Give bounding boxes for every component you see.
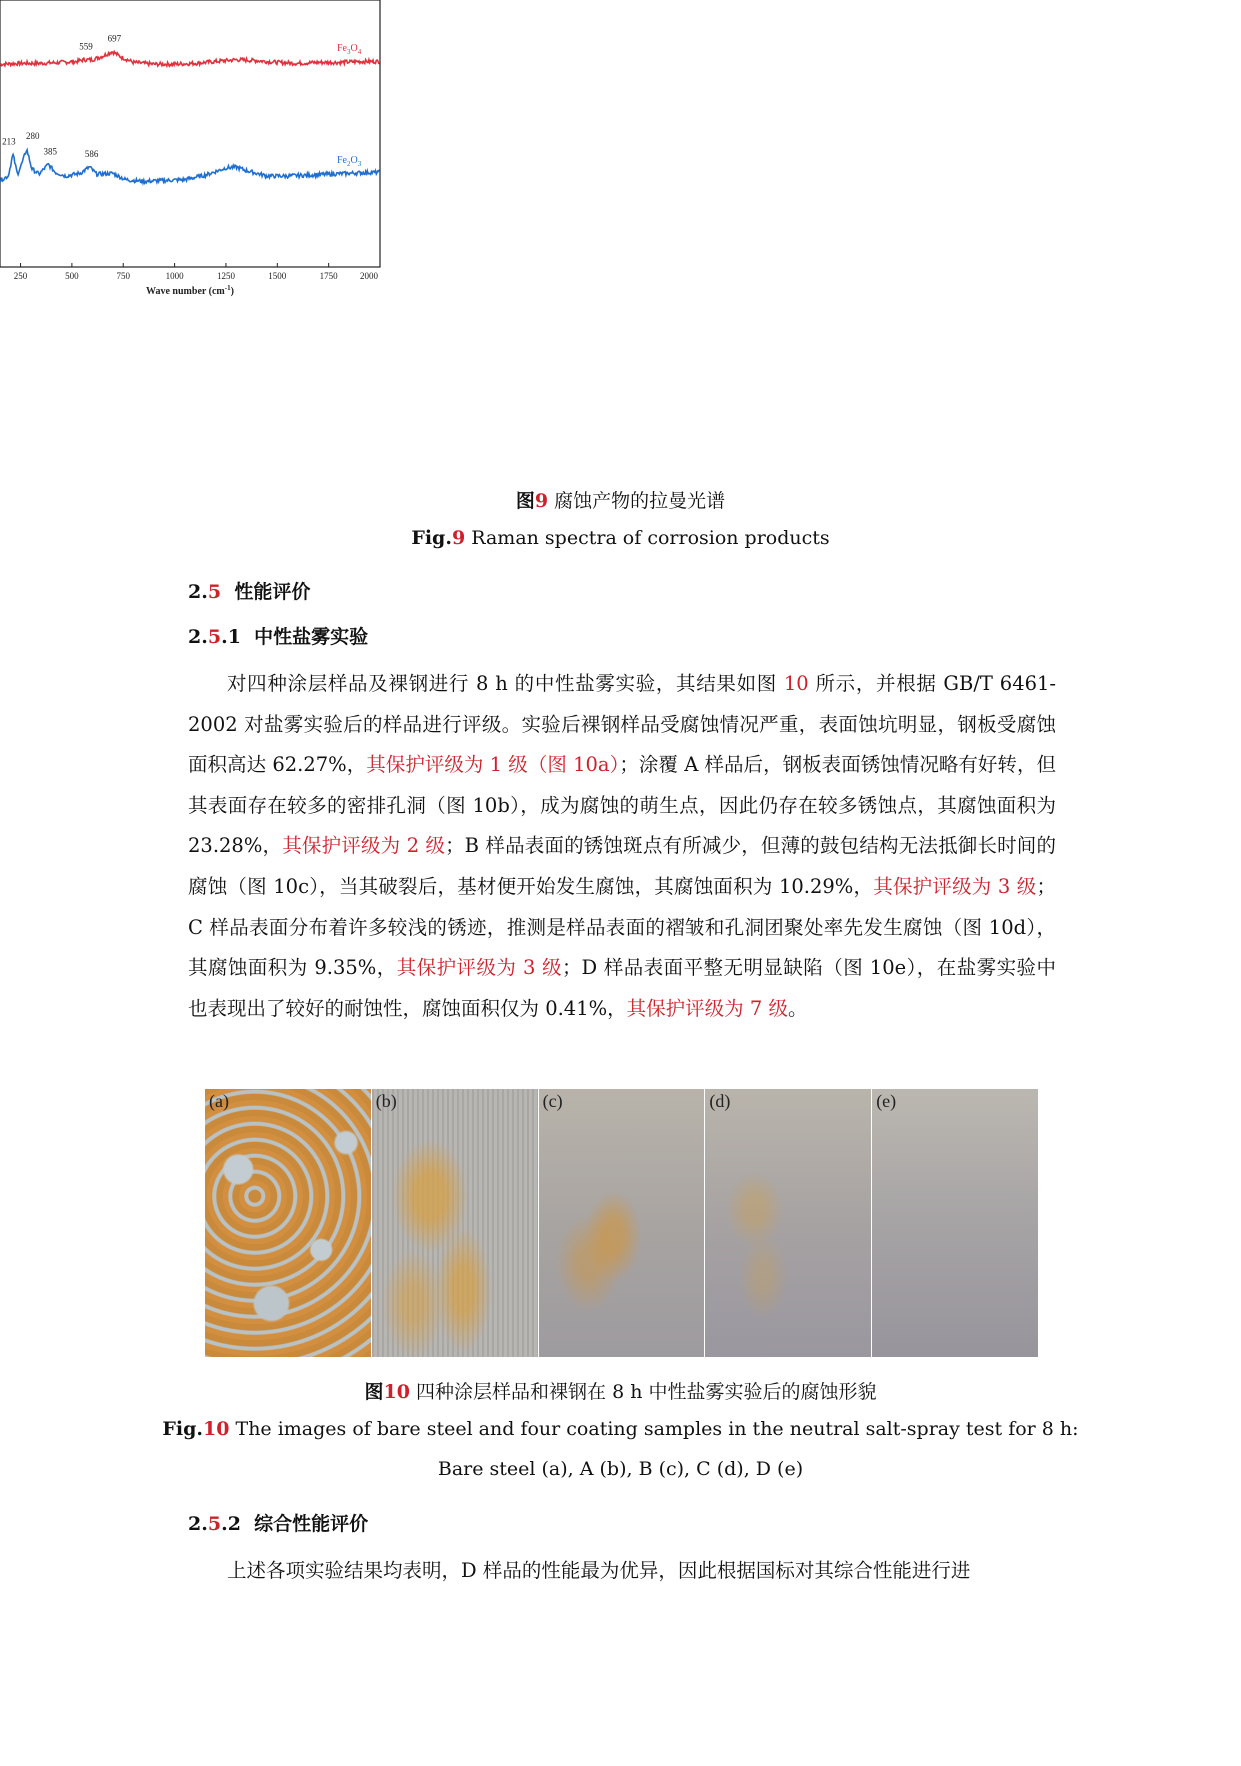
fig9-caption-num: 9 bbox=[534, 490, 549, 512]
section-2-5-2-heading bbox=[188, 1509, 368, 1536]
fig10-caption-num: 10 bbox=[383, 1381, 410, 1403]
para1-rating-1: 其保护评级为 1 级（图 10a） bbox=[366, 753, 620, 777]
para1-s6: ；D 样品表面平整无明显缺陷（图 10e），在盐雾实验中也表现出了较好的耐蚀性，腐蚀面积仅为 0.41%， bbox=[188, 956, 1056, 1020]
salt-spray-paragraph bbox=[188, 664, 1056, 1029]
para1-rating-2: 其保护评级为 2 级 bbox=[282, 834, 446, 858]
x-tick-label-1750: 1750 bbox=[319, 271, 338, 281]
x-axis-label bbox=[146, 284, 234, 297]
fig10-caption-en-line2: Bare steel (a), A (b), B (c), C (d), D (e) bbox=[437, 1458, 804, 1480]
section-2-5-heading bbox=[188, 577, 310, 604]
x-tick-label-2000: 2000 bbox=[360, 271, 378, 281]
legend-fe2o3-sub2: 3 bbox=[357, 160, 362, 168]
legend-fe3o4-sub2: 4 bbox=[357, 48, 362, 56]
section-2-5-1-heading bbox=[188, 622, 368, 649]
panel-label-c: (c) bbox=[542, 1091, 563, 1111]
para1-s7: 。 bbox=[787, 996, 808, 1020]
x-tick-label-250: 250 bbox=[13, 271, 28, 281]
section-2-5-1-num-a: 2. bbox=[188, 626, 208, 648]
fig9-caption-cn-label: 图 bbox=[515, 490, 535, 512]
x-axis-label-sup: -1 bbox=[224, 284, 231, 292]
peak-label-586: 586 bbox=[84, 149, 99, 159]
fig10-caption-cn-label: 图 bbox=[364, 1381, 384, 1403]
panel-label-b: (b) bbox=[375, 1091, 397, 1111]
fig10-caption-en bbox=[0, 1418, 1241, 1440]
section-2-5-2-title: 综合性能评价 bbox=[254, 1513, 369, 1535]
section-2-5-1-title: 中性盐雾实验 bbox=[254, 626, 369, 648]
section-2-5-num-a: 2. bbox=[188, 581, 208, 603]
section-2-5-title: 性能评价 bbox=[234, 581, 311, 603]
photo-panel-bare-steel bbox=[205, 1089, 372, 1357]
fig10-caption-en-label: Fig. bbox=[162, 1418, 204, 1440]
x-axis-label-text: Wave number (cm bbox=[146, 286, 225, 297]
para1-fig-ref: 10 bbox=[783, 672, 809, 695]
fig9-caption-cn bbox=[0, 486, 1241, 513]
fig9-caption-en-num: 9 bbox=[451, 527, 466, 549]
para1-s2: 所示，并根据 GB/T 6461-2002 对盐雾实验后的样品进行评级。实验后裸钢样品受腐蚀情况严重，表面蚀坑明显，钢板受腐蚀面积高达 62.27%， bbox=[188, 672, 1056, 777]
fig9-caption-en bbox=[0, 527, 1241, 549]
section-2-5-2-num-b: 5 bbox=[207, 1513, 222, 1535]
panel-label-d: (d) bbox=[709, 1091, 731, 1111]
photo-panel-sample-b bbox=[539, 1089, 706, 1357]
fig9-caption-en-text: Raman spectra of corrosion products bbox=[471, 527, 830, 549]
x-tick-label-1250: 1250 bbox=[216, 271, 235, 281]
fig10-caption-en-text: The images of bare steel and four coating samples in the neutral salt-spray test for 8 h: bbox=[235, 1418, 1079, 1440]
fig9-caption-cn-text: 腐蚀产物的拉曼光谱 bbox=[554, 490, 726, 512]
para1-rating-4: 其保护评级为 3 级 bbox=[396, 956, 563, 980]
peak-label-385: 385 bbox=[43, 146, 58, 157]
section-2-5-2-num-c: .2 bbox=[221, 1513, 241, 1535]
section-2-5-1-num-b: 5 bbox=[207, 626, 222, 648]
photo-panel-sample-c bbox=[705, 1089, 872, 1357]
peak-label-559: 559 bbox=[79, 41, 93, 52]
peak-label-697: 697 bbox=[107, 33, 122, 44]
legend-fe3o4-base: Fe bbox=[337, 43, 347, 54]
panel-label-a: (a) bbox=[209, 1091, 229, 1111]
para1-s5: ；C 样品表面分布着许多较浅的锈迹，推测是样品表面的褶皱和孔洞团聚处率先发生腐蚀（图 10d），其腐蚀面积为 9.35%， bbox=[188, 874, 1056, 980]
fig9-caption-en-label: Fig. bbox=[411, 527, 452, 549]
x-axis-label-close: ) bbox=[230, 286, 234, 297]
fig10-caption-cn-text: 四种涂层样品和裸钢在 8 h 中性盐雾实验后的腐蚀形貌 bbox=[416, 1381, 877, 1403]
x-tick-label-1000: 1000 bbox=[165, 271, 184, 281]
para1-s1: 对四种涂层样品及裸钢进行 8 h 的中性盐雾实验，其结果如图 bbox=[227, 672, 784, 695]
x-tick-label-750: 750 bbox=[116, 271, 130, 281]
legend-fe3o4-mid: O bbox=[350, 43, 358, 54]
x-tick-label-1500: 1500 bbox=[268, 271, 287, 281]
para1-rating-3: 其保护评级为 3 级 bbox=[873, 874, 1037, 898]
para1-s4: ；B 样品表面的锈蚀斑点有所减少，但薄的鼓包结构无法抵御长时间的腐蚀（图 10c），当其破裂后，基材便开始发生腐蚀，其腐蚀面积为 10.29%， bbox=[188, 834, 1056, 898]
section-2-5-2-num-a: 2. bbox=[188, 1513, 208, 1535]
x-tick-label-500: 500 bbox=[65, 271, 79, 281]
panel-label-e: (e) bbox=[876, 1091, 897, 1111]
peak-label-213: 213 bbox=[2, 136, 16, 147]
raman-spectra-chart bbox=[0, 0, 390, 300]
legend-fe2o3-mid: O bbox=[350, 155, 358, 166]
section-2-5-1-num-c: .1 bbox=[221, 626, 241, 648]
salt-spray-photos bbox=[205, 1089, 1038, 1357]
fig10-caption-en-num: 10 bbox=[203, 1418, 230, 1440]
performance-paragraph: 上述各项实验结果均表明，D 样品的性能最为优异，因此根据国标对其综合性能进行进 bbox=[227, 1559, 971, 1582]
fig10-caption-cn bbox=[0, 1377, 1241, 1404]
para1-s3: ；涂覆 A 样品后，钢板表面锈蚀情况略有好转，但其表面存在较多的密排孔洞（图 10b），成为腐蚀的萌生点，因此仍存在较多锈蚀点，其腐蚀面积为 23.28%， bbox=[188, 753, 1056, 858]
photo-panel-sample-a bbox=[372, 1089, 539, 1357]
para1-rating-5: 其保护评级为 7 级 bbox=[626, 996, 788, 1020]
legend-fe2o3-base: Fe bbox=[337, 155, 347, 166]
section-2-5-num-b: 5 bbox=[207, 581, 222, 603]
peak-label-280: 280 bbox=[25, 131, 40, 141]
photo-panel-sample-d bbox=[872, 1089, 1038, 1357]
legend-fe3o4-sub1: 3 bbox=[347, 48, 351, 56]
legend-fe2o3-sub1: 2 bbox=[347, 160, 351, 168]
